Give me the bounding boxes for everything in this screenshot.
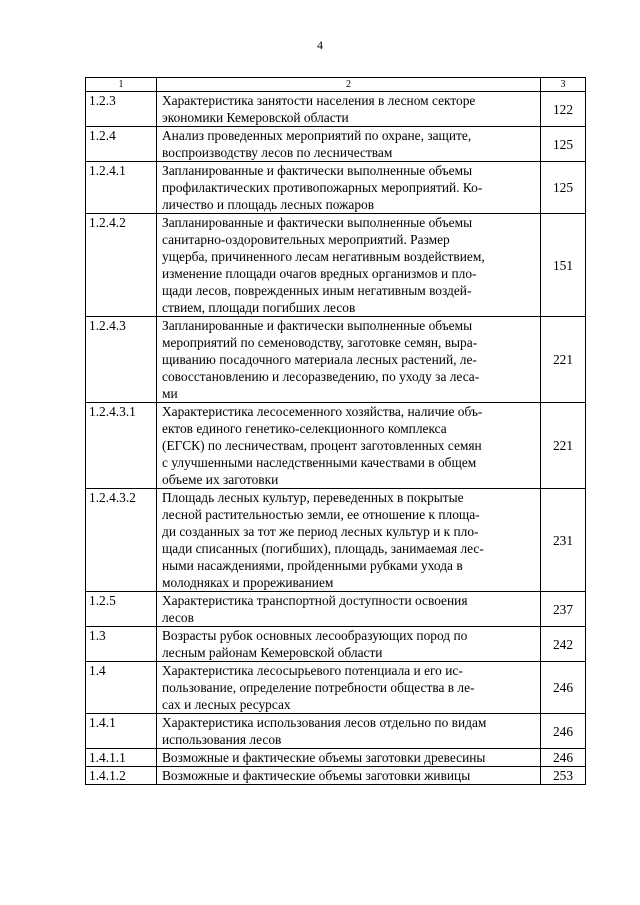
page-ref: 221 xyxy=(541,317,586,403)
section-title-line: Характеристика занятости населения в лесном секторе xyxy=(162,93,476,108)
section-title xyxy=(157,714,541,749)
section-title xyxy=(157,749,541,767)
section-title xyxy=(157,767,541,785)
section-title xyxy=(157,662,541,714)
page-number: 4 xyxy=(317,38,323,52)
table-row xyxy=(86,627,586,662)
table-row xyxy=(86,214,586,317)
table-row xyxy=(86,714,586,749)
section-title-line: Запланированные и фактически выполненные объемы xyxy=(162,215,473,230)
header-col-2: 2 xyxy=(157,78,541,92)
page-ref: 151 xyxy=(541,214,586,317)
section-title-line: ствием, площади погибших лесов xyxy=(162,300,356,315)
table-row xyxy=(86,127,586,162)
table-row xyxy=(86,662,586,714)
section-title xyxy=(157,214,541,317)
table-row xyxy=(86,403,586,489)
table-row xyxy=(86,317,586,403)
section-title-line: Запланированные и фактически выполненные объемы xyxy=(162,318,473,333)
section-title-line: использования лесов xyxy=(162,732,282,747)
section-title-line: Возрасты рубок основных лесообразующих пород по xyxy=(162,628,468,643)
section-title-line: Характеристика транспортной доступности освоения xyxy=(162,593,468,608)
section-title-line: лесным районам Кемеровской области xyxy=(162,645,383,660)
section-number: 1.2.5 xyxy=(86,592,157,627)
section-title-line: Характеристика использования лесов отдельно по видам xyxy=(162,715,487,730)
page-ref: 246 xyxy=(541,662,586,714)
section-number: 1.2.4.3.2 xyxy=(86,489,157,592)
section-title xyxy=(157,92,541,127)
section-title-line: ди созданных за тот же период лесных культур и к пло- xyxy=(162,524,479,539)
page-ref: 237 xyxy=(541,592,586,627)
section-title-line: объеме их заготовки xyxy=(162,472,279,487)
section-title-line: сах и лесных ресурсах xyxy=(162,697,291,712)
table-row xyxy=(86,489,586,592)
page-ref: 253 xyxy=(541,767,586,785)
section-title-line: Возможные и фактические объемы заготовки живицы xyxy=(162,768,471,783)
table-row xyxy=(86,162,586,214)
section-title-line: с улучшенными наследственными качествами в общем xyxy=(162,455,477,470)
section-title-line: воспроизводству лесов по лесничествам xyxy=(162,145,393,160)
page-ref: 246 xyxy=(541,749,586,767)
table-of-contents xyxy=(85,77,586,785)
page-ref: 242 xyxy=(541,627,586,662)
section-title-line: Анализ проведенных мероприятий по охране, защите, xyxy=(162,128,472,143)
section-title-line: Площадь лесных культур, переведенных в покрытые xyxy=(162,490,464,505)
section-title-line: совосстановлению и лесоразведению, по уходу за леса- xyxy=(162,369,480,384)
section-number: 1.4.1.1 xyxy=(86,749,157,767)
section-title xyxy=(157,127,541,162)
section-title-line: ектов единого генетико-селекционного комплекса xyxy=(162,421,447,436)
page-ref: 122 xyxy=(541,92,586,127)
section-number: 1.2.4.2 xyxy=(86,214,157,317)
section-number: 1.4 xyxy=(86,662,157,714)
section-title-line: лесов xyxy=(162,610,194,625)
section-title-line: щади списанных (погибших), площадь, занимаемая лес- xyxy=(162,541,484,556)
page-ref: 221 xyxy=(541,403,586,489)
section-title xyxy=(157,627,541,662)
section-number: 1.2.4 xyxy=(86,127,157,162)
header-col-3: 3 xyxy=(541,78,586,92)
section-title-line: профилактических противопожарных мероприятий. Ко- xyxy=(162,180,483,195)
section-number: 1.3 xyxy=(86,627,157,662)
page-ref: 246 xyxy=(541,714,586,749)
section-number: 1.2.4.1 xyxy=(86,162,157,214)
section-title-line: ущерба, причиненного лесам негативным воздействием, xyxy=(162,249,485,264)
page-ref: 125 xyxy=(541,127,586,162)
section-title xyxy=(157,162,541,214)
section-title-line: мероприятий по семеноводству, заготовке семян, выра- xyxy=(162,335,478,350)
section-title-line: ми xyxy=(162,386,178,401)
section-title-line: Возможные и фактические объемы заготовки древесины xyxy=(162,750,486,765)
header-col-1: 1 xyxy=(86,78,157,92)
table-body xyxy=(86,92,586,785)
section-title-line: щади лесов, поврежденных иным негативным воздей- xyxy=(162,283,472,298)
section-title-line: молодняках и прореживанием xyxy=(162,575,334,590)
section-title-line: Характеристика лесосырьевого потенциала и его ис- xyxy=(162,663,463,678)
section-number: 1.4.1.2 xyxy=(86,767,157,785)
section-title-line: (ЕГСК) по лесничествам, процент заготовленных семян xyxy=(162,438,482,453)
section-number: 1.2.3 xyxy=(86,92,157,127)
table-row xyxy=(86,92,586,127)
section-title-line: Характеристика лесосеменного хозяйства, наличие объ- xyxy=(162,404,483,419)
table-row xyxy=(86,767,586,785)
page-ref: 231 xyxy=(541,489,586,592)
page-ref: 125 xyxy=(541,162,586,214)
section-title-line: ными насаждениями, пройденными рубками ухода в xyxy=(162,558,463,573)
section-title-line: Запланированные и фактически выполненные объемы xyxy=(162,163,473,178)
section-title xyxy=(157,592,541,627)
section-title-line: щиванию посадочного материала лесных растений, ле- xyxy=(162,352,477,367)
section-title-line: лесной растительностью земли, ее отношение к площа- xyxy=(162,507,480,522)
section-title-line: пользование, определение потребности общества в ле- xyxy=(162,680,475,695)
section-number: 1.2.4.3 xyxy=(86,317,157,403)
table-header-row xyxy=(86,78,586,92)
table-row xyxy=(86,749,586,767)
section-title xyxy=(157,403,541,489)
section-title-line: изменение площади очагов вредных организмов и пло- xyxy=(162,266,477,281)
section-title-line: личество и площадь лесных пожаров xyxy=(162,197,375,212)
section-number: 1.2.4.3.1 xyxy=(86,403,157,489)
section-title xyxy=(157,489,541,592)
section-title-line: санитарно-оздоровительных мероприятий. Размер xyxy=(162,232,450,247)
section-number: 1.4.1 xyxy=(86,714,157,749)
section-title xyxy=(157,317,541,403)
table-row xyxy=(86,592,586,627)
section-title-line: экономики Кемеровской области xyxy=(162,110,349,125)
